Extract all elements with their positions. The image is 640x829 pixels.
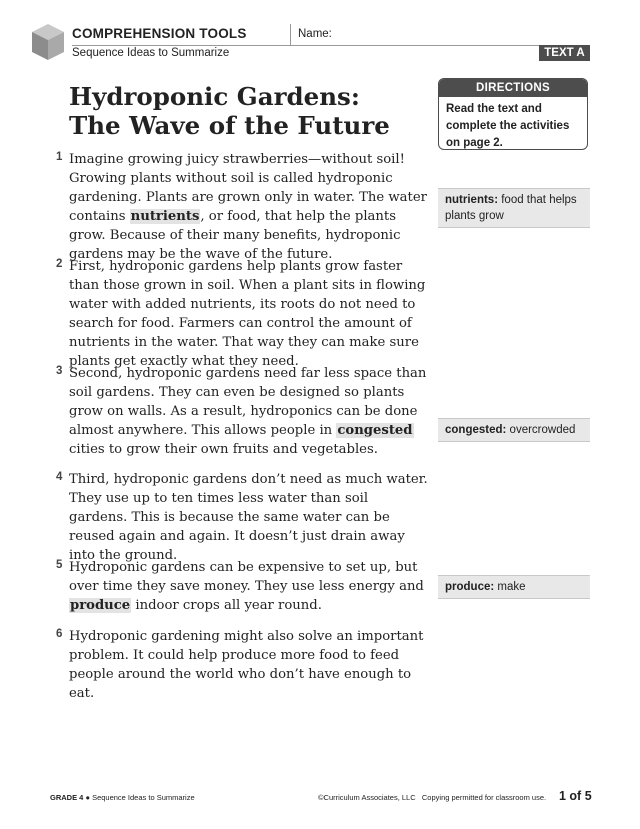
glossary-produce: [438, 575, 590, 599]
glossary-definition: overcrowded: [509, 424, 576, 436]
paragraph-text: Hydroponic gardens can be expensive to set up, but over time they save money. They use less energy and produce indoor crops all year round.: [69, 560, 424, 613]
paragraph-text: First, hydroponic gardens help plants grow faster than those grown in soil. When a plant sits in flowing water with added nutrients, its roots do not need to search for food. Farmers can control the amount of nutrients in the water. That way they can make sure plants get exactly what they need.: [69, 259, 426, 369]
paragraph-number: 4: [56, 471, 63, 483]
paragraph-text: Imagine growing juicy strawberries—without soil! Growing plants without soil is called hydroponic gardening. Plants are grown only in water. The water contains nutrients, or food, that help the plants grow. Because of their many benefits, hydroponic gardens may be the wave of the future.: [69, 152, 427, 262]
footer-lesson-info: [50, 793, 195, 802]
glossary-definition: food that helps plants grow: [445, 194, 577, 222]
paragraph-number: 3: [56, 365, 63, 377]
paragraph-number: 2: [56, 258, 63, 270]
title-line-2: The Wave of the Future: [69, 111, 390, 140]
page-number: 1 of 5: [559, 789, 592, 803]
header-vertical-divider: [290, 24, 291, 45]
glossary-term: congested:: [445, 424, 507, 436]
text-tag-badge: TEXT A: [539, 45, 590, 61]
vocab-word-congested: congested: [337, 423, 413, 438]
glossary-term: nutrients:: [445, 194, 499, 206]
glossary-term: produce:: [445, 581, 495, 593]
paragraph-6: [56, 627, 428, 703]
paragraph-3: [56, 364, 428, 459]
header-divider: [72, 45, 590, 46]
paragraph-1: [56, 150, 428, 264]
title-line-1: Hydroponic Gardens:: [69, 82, 360, 111]
paragraph-4: [56, 470, 428, 565]
directions-heading: DIRECTIONS: [439, 79, 587, 97]
vocab-word-nutrients: nutrients: [130, 209, 200, 224]
footer-grade: GRADE 4: [50, 793, 84, 802]
glossary-nutrients: [438, 188, 590, 228]
directions-box: [438, 78, 588, 150]
paragraph-number: 5: [56, 559, 63, 571]
paragraph-number: 6: [56, 628, 63, 640]
directions-text: Read the text and complete the activities on page 2.: [446, 103, 570, 149]
cube-icon: [30, 22, 66, 62]
glossary-definition: make: [497, 581, 526, 593]
glossary-congested: [438, 418, 590, 442]
footer-bullet: ●: [85, 793, 90, 802]
paragraph-5: [56, 558, 428, 615]
paragraph-text: Hydroponic gardening might also solve an important problem. It could help produce more food to feed people around the world who don’t have enough to eat.: [69, 629, 424, 701]
name-label: Name:: [298, 28, 332, 40]
paragraph-2: [56, 257, 428, 371]
paragraph-text: Third, hydroponic gardens don’t need as much water. They use up to ten times less water than soil gardens. This is because the same water can be reused again and again. It doesn’t just drain away into the ground.: [69, 472, 428, 563]
footer-lesson: Sequence Ideas to Summarize: [92, 793, 195, 802]
paragraph-number: 1: [56, 151, 63, 163]
vocab-word-produce: produce: [70, 598, 131, 613]
footer-copyright: ©Curriculum Associates, LLC Copying permitted for classroom use.: [318, 793, 547, 802]
page-title: [69, 82, 429, 140]
paragraph-text: Second, hydroponic gardens need far less space than soil gardens. They can even be designed so plants grow on walls. As a result, hydroponics can be done almost anywhere. This allows people in congested cities to grow their own fruits and vegetables.: [69, 366, 427, 457]
header-subtitle: Sequence Ideas to Summarize: [72, 47, 230, 59]
header-title: COMPREHENSION TOOLS: [72, 26, 247, 41]
